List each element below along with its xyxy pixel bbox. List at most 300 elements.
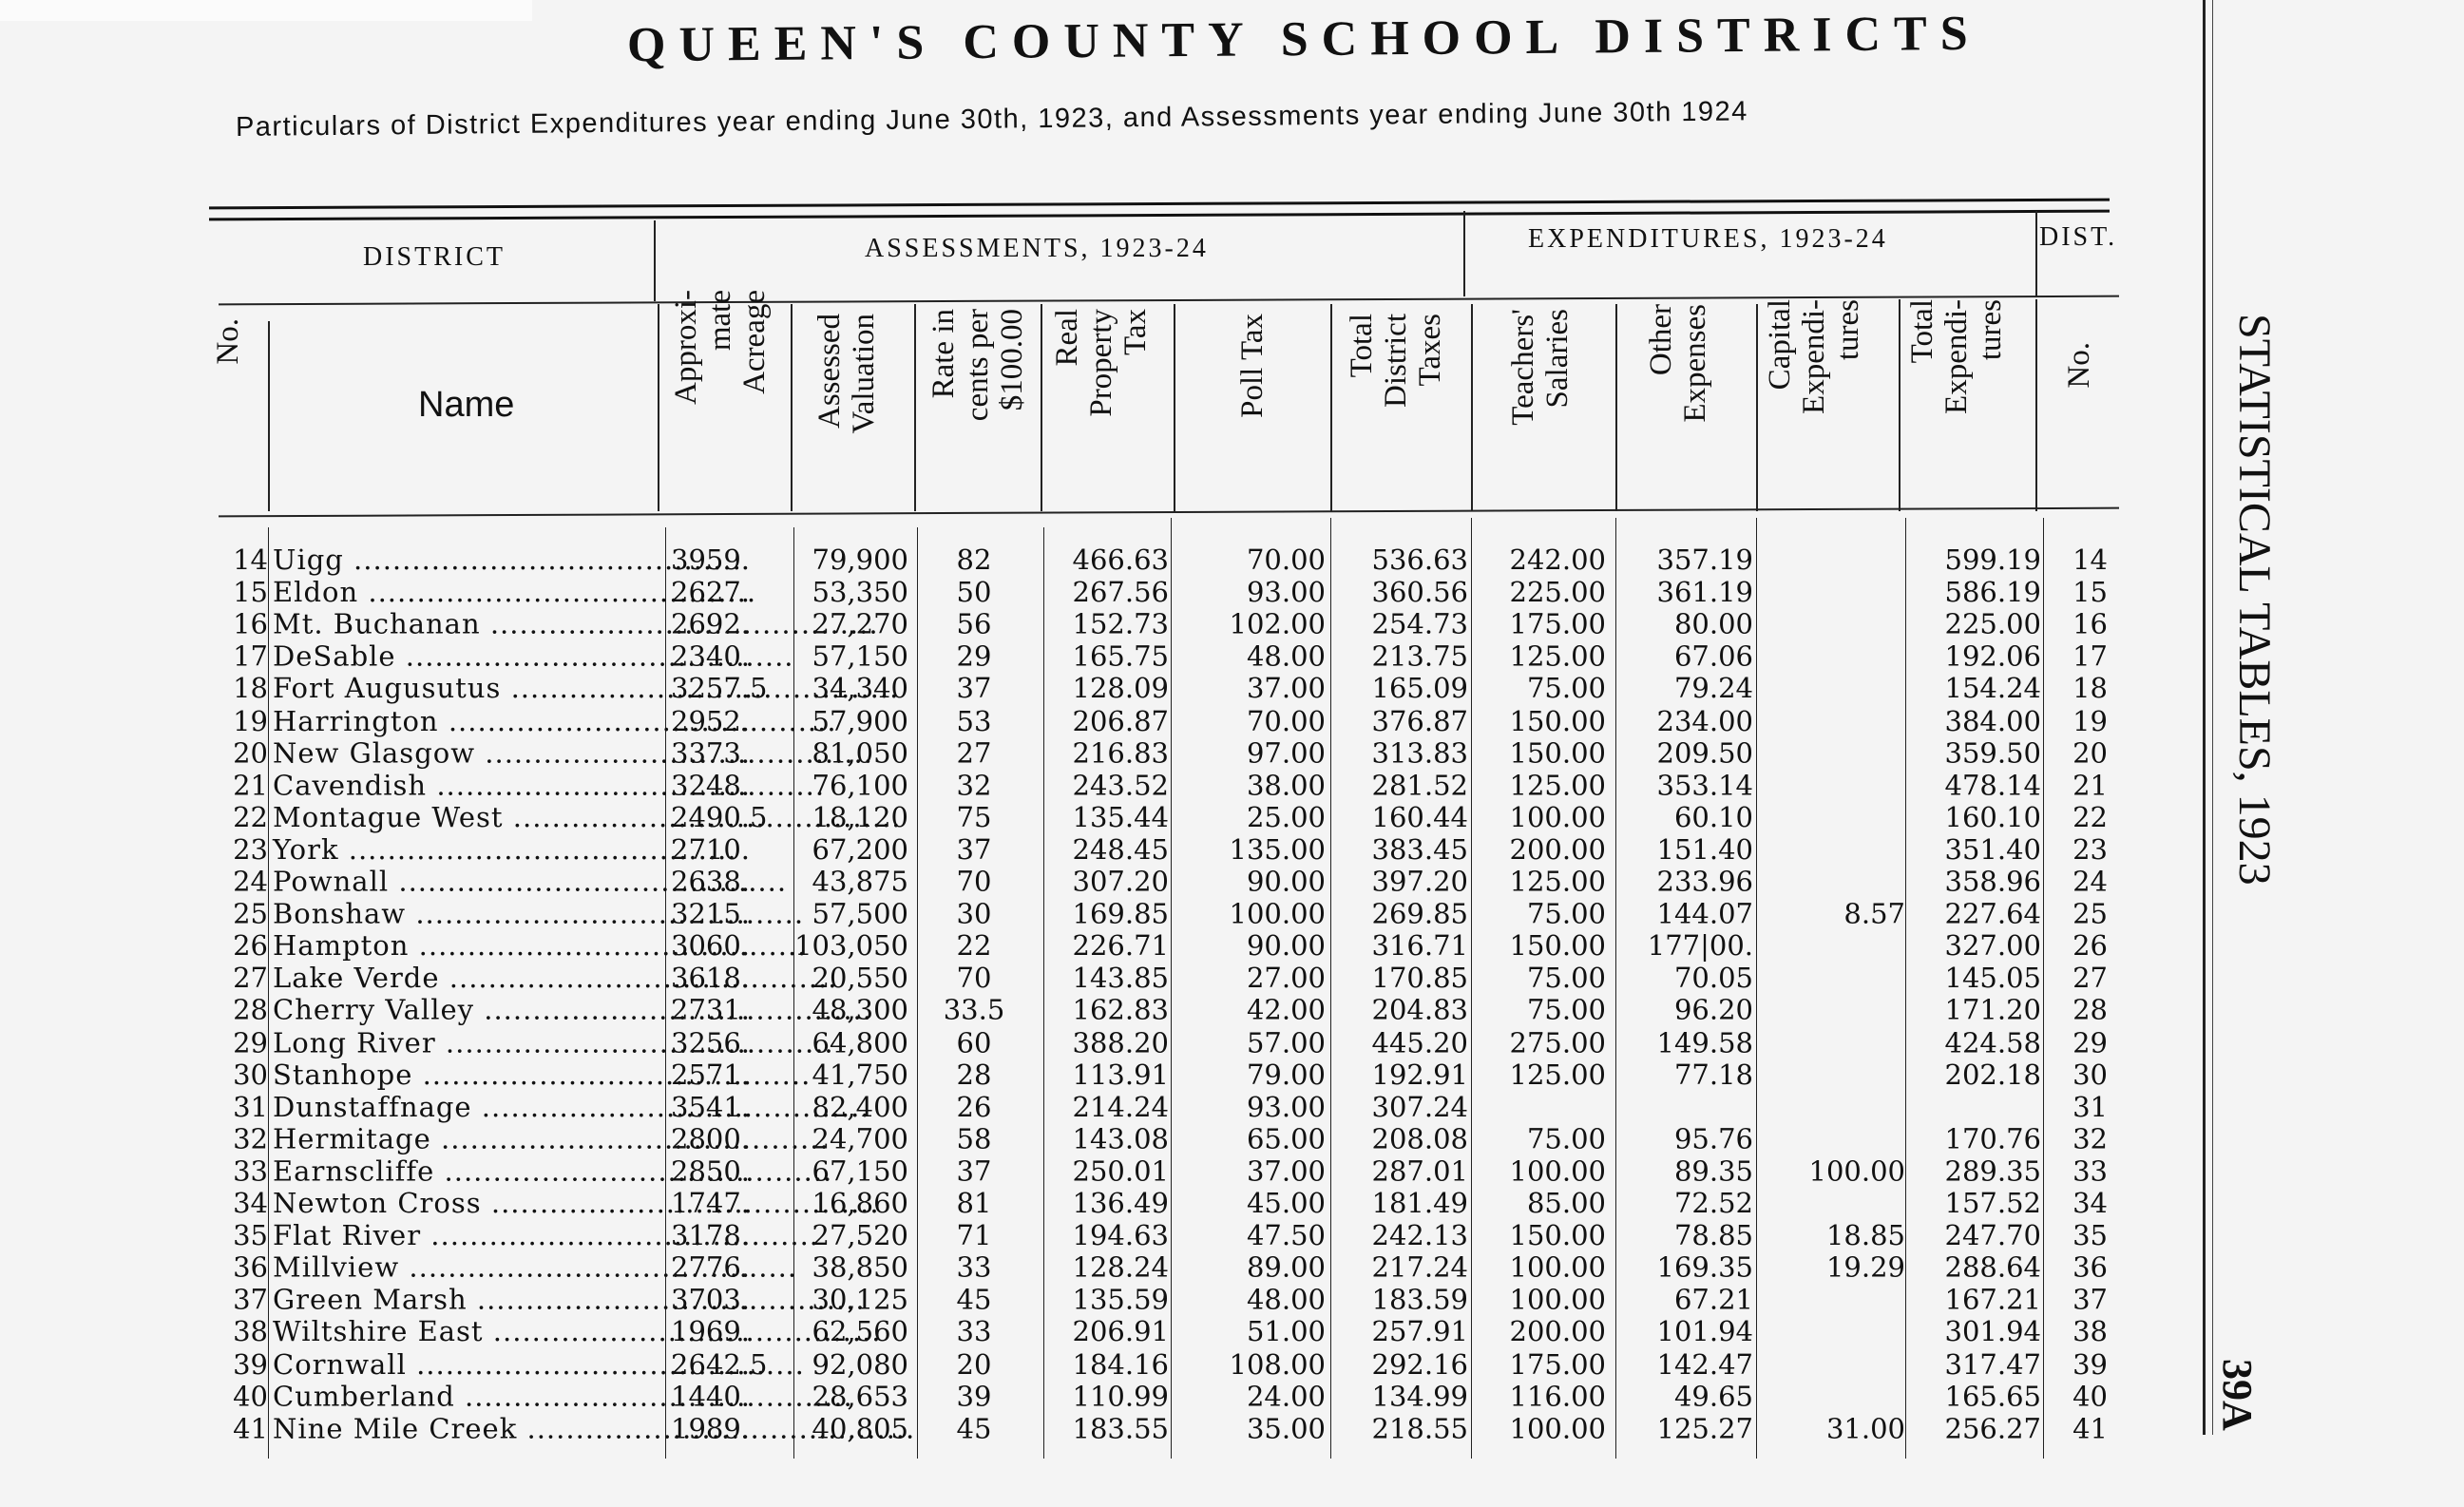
cell-rate: 82 bbox=[956, 544, 992, 576]
cell-name: Hampton ..... bbox=[273, 929, 643, 962]
cell-total-expenditures: 317.47 bbox=[1944, 1347, 2041, 1381]
cell-rate: 60 bbox=[956, 1025, 992, 1059]
side-title: STATISTICAL TABLES, 1923 bbox=[2229, 314, 2280, 886]
cell-total-district-taxes: 254.73 bbox=[1371, 607, 1468, 640]
header-capital-expenditures: Capital Expendi- tures bbox=[1763, 299, 1865, 414]
cell-no: 40 bbox=[233, 1380, 268, 1413]
cell-teachers-salaries: 75.00 bbox=[1526, 1122, 1606, 1155]
cell-dist-no: 19 bbox=[2072, 704, 2108, 737]
cell-poll-tax: 100.00 bbox=[1229, 897, 1326, 930]
cell-total-expenditures: 586.19 bbox=[1944, 575, 2041, 608]
cell-real-property-tax: 248.45 bbox=[1072, 832, 1169, 866]
cell-acreage: 2692. bbox=[671, 607, 751, 640]
cell-total-district-taxes: 281.52 bbox=[1371, 768, 1468, 801]
cell-dist-no: 26 bbox=[2072, 929, 2108, 963]
cell-name: New Glasgow ..... bbox=[273, 736, 643, 769]
cell-total-district-taxes: 208.08 bbox=[1371, 1122, 1468, 1155]
cell-rate: 28 bbox=[956, 1058, 992, 1091]
divider-assessments bbox=[1463, 211, 1465, 296]
hdr-div-5 bbox=[1041, 304, 1042, 511]
cell-other-expenses: 96.20 bbox=[1673, 993, 1753, 1026]
cell-rate: 22 bbox=[956, 929, 992, 963]
cell-dist-no: 31 bbox=[2072, 1090, 2108, 1123]
cell-real-property-tax: 250.01 bbox=[1072, 1154, 1169, 1188]
cell-teachers-salaries: 150.00 bbox=[1509, 736, 1606, 770]
cell-valuation: 20,550 bbox=[812, 962, 908, 995]
cell-dist-no: 36 bbox=[2072, 1250, 2108, 1284]
group-dist: DIST. bbox=[2039, 222, 2118, 252]
cell-acreage: 1989. bbox=[671, 1411, 751, 1444]
table-row bbox=[0, 736, 2186, 769]
table-row bbox=[0, 1347, 2186, 1380]
cell-other-expenses: 142.47 bbox=[1656, 1347, 1753, 1381]
table-row bbox=[0, 833, 2186, 866]
cell-valuation: 79,900 bbox=[812, 544, 908, 576]
cell-name: DeSable ..... bbox=[273, 640, 643, 673]
cell-no: 18 bbox=[233, 672, 268, 705]
header-total-expenditures: Total Expendi- tures bbox=[1905, 299, 2008, 414]
page-title: QUEEN'S COUNTY SCHOOL DISTRICTS bbox=[626, 6, 1981, 73]
group-assessments: ASSESSMENTS, 1923-24 bbox=[865, 234, 1209, 263]
table-row bbox=[0, 608, 2186, 640]
cell-total-district-taxes: 287.01 bbox=[1371, 1154, 1468, 1188]
cell-name: Fort Augusutus ..... bbox=[273, 672, 643, 704]
cell-poll-tax: 24.00 bbox=[1246, 1380, 1326, 1413]
cell-no: 41 bbox=[233, 1411, 268, 1444]
cell-poll-tax: 37.00 bbox=[1246, 1154, 1326, 1188]
cell-valuation: 24,700 bbox=[812, 1122, 908, 1155]
cell-other-expenses: 95.76 bbox=[1673, 1122, 1753, 1155]
cell-dist-no: 23 bbox=[2072, 832, 2108, 866]
cell-total-district-taxes: 165.09 bbox=[1371, 672, 1468, 705]
cell-teachers-salaries: 275.00 bbox=[1509, 1025, 1606, 1059]
table-row bbox=[0, 1026, 2186, 1059]
table-row bbox=[0, 962, 2186, 994]
cell-total-district-taxes: 445.20 bbox=[1371, 1025, 1468, 1059]
cell-poll-tax: 89.00 bbox=[1246, 1250, 1326, 1284]
cell-teachers-salaries: 200.00 bbox=[1509, 832, 1606, 866]
header-real-property-tax: Real Property Tax bbox=[1050, 309, 1153, 417]
header-total-district-taxes: Total District Taxes bbox=[1345, 314, 1447, 408]
header-teachers-salaries: Teachers' Salaries bbox=[1506, 309, 1575, 426]
cell-acreage: 3215. bbox=[671, 897, 751, 930]
cell-valuation: 76,100 bbox=[812, 768, 908, 801]
cell-no: 33 bbox=[233, 1154, 268, 1188]
cell-other-expenses: 357.19 bbox=[1656, 544, 1753, 576]
cell-teachers-salaries: 75.00 bbox=[1526, 993, 1606, 1026]
cell-total-expenditures: 247.70 bbox=[1944, 1218, 2041, 1251]
header-dist-no: No. bbox=[2062, 342, 2096, 389]
cell-capital-expenditures: 18.85 bbox=[1825, 1218, 1905, 1251]
cell-no: 35 bbox=[233, 1218, 268, 1251]
cell-valuation: 57,500 bbox=[812, 897, 908, 930]
cell-other-expenses: 233.96 bbox=[1656, 865, 1753, 898]
cell-real-property-tax: 135.59 bbox=[1072, 1283, 1169, 1316]
cell-dist-no: 37 bbox=[2072, 1283, 2108, 1316]
cell-no: 30 bbox=[233, 1058, 268, 1091]
cell-valuation: 41,750 bbox=[812, 1058, 908, 1091]
table-row bbox=[0, 1251, 2186, 1284]
cell-total-district-taxes: 316.71 bbox=[1371, 929, 1468, 963]
cell-other-expenses: 151.40 bbox=[1656, 832, 1753, 866]
cell-acreage: 3703. bbox=[671, 1283, 751, 1316]
cell-other-expenses: 67.06 bbox=[1673, 639, 1753, 673]
cell-real-property-tax: 243.52 bbox=[1072, 768, 1169, 801]
cell-teachers-salaries: 75.00 bbox=[1526, 962, 1606, 995]
cell-total-district-taxes: 204.83 bbox=[1371, 993, 1468, 1026]
cell-dist-no: 18 bbox=[2072, 672, 2108, 705]
cell-name: Wiltshire East ..... bbox=[273, 1315, 643, 1347]
cell-no: 38 bbox=[233, 1315, 268, 1348]
cell-total-expenditures: 256.27 bbox=[1944, 1411, 2041, 1444]
cell-total-expenditures: 358.96 bbox=[1944, 865, 2041, 898]
cell-rate: 70 bbox=[956, 865, 992, 898]
table-row bbox=[0, 1412, 2186, 1444]
cell-total-expenditures: 167.21 bbox=[1944, 1283, 2041, 1316]
cell-total-district-taxes: 218.55 bbox=[1371, 1411, 1468, 1444]
cell-real-property-tax: 143.08 bbox=[1072, 1122, 1169, 1155]
cell-acreage: 2638. bbox=[671, 865, 751, 898]
cell-name: Cavendish ..... bbox=[273, 769, 643, 801]
cell-valuation: 67,200 bbox=[812, 832, 908, 866]
cell-no: 25 bbox=[233, 897, 268, 930]
cell-rate: 39 bbox=[956, 1380, 992, 1413]
cell-other-expenses: 80.00 bbox=[1673, 607, 1753, 640]
cell-total-district-taxes: 217.24 bbox=[1371, 1250, 1468, 1284]
cell-teachers-salaries: 175.00 bbox=[1509, 1347, 1606, 1381]
cell-total-district-taxes: 383.45 bbox=[1371, 832, 1468, 866]
cell-no: 29 bbox=[233, 1025, 268, 1059]
cell-rate: 33.5 bbox=[943, 993, 1005, 1026]
cell-real-property-tax: 466.63 bbox=[1072, 544, 1169, 576]
cell-total-expenditures: 327.00 bbox=[1944, 929, 2041, 963]
table-row bbox=[0, 704, 2186, 736]
cell-no: 27 bbox=[233, 962, 268, 995]
cell-dist-no: 35 bbox=[2072, 1218, 2108, 1251]
hdr-div-12 bbox=[2035, 299, 2037, 511]
header-no: No. bbox=[211, 318, 245, 365]
cell-real-property-tax: 194.63 bbox=[1072, 1218, 1169, 1251]
cell-poll-tax: 27.00 bbox=[1246, 962, 1326, 995]
cell-real-property-tax: 267.56 bbox=[1072, 575, 1169, 608]
cell-no: 31 bbox=[233, 1090, 268, 1123]
cell-rate: 26 bbox=[956, 1090, 992, 1123]
cell-poll-tax: 79.00 bbox=[1246, 1058, 1326, 1091]
cell-teachers-salaries: 125.00 bbox=[1509, 1058, 1606, 1091]
page-edge-line bbox=[2203, 0, 2206, 1435]
cell-teachers-salaries: 125.00 bbox=[1509, 768, 1606, 801]
cell-rate: 45 bbox=[956, 1283, 992, 1316]
cell-no: 22 bbox=[233, 800, 268, 833]
cell-no: 24 bbox=[233, 865, 268, 898]
cell-poll-tax: 51.00 bbox=[1246, 1315, 1326, 1348]
cell-total-district-taxes: 181.49 bbox=[1371, 1187, 1468, 1219]
cell-rate: 33 bbox=[956, 1315, 992, 1348]
cell-total-expenditures: 227.64 bbox=[1944, 897, 2041, 930]
cell-other-expenses: 77.18 bbox=[1673, 1058, 1753, 1091]
cell-no: 26 bbox=[233, 929, 268, 963]
cell-rate: 53 bbox=[956, 704, 992, 737]
table-row bbox=[0, 1380, 2186, 1412]
cell-poll-tax: 48.00 bbox=[1246, 1283, 1326, 1316]
cell-real-property-tax: 113.91 bbox=[1072, 1058, 1169, 1091]
header-rate: Rate in cents per $100.00 bbox=[926, 309, 1029, 422]
cell-name: Newton Cross ..... bbox=[273, 1187, 643, 1219]
hdr-div-7 bbox=[1330, 304, 1332, 511]
cell-name: Hermitage ..... bbox=[273, 1122, 643, 1154]
header-other-expenses: Other Expenses bbox=[1644, 304, 1712, 423]
cell-poll-tax: 93.00 bbox=[1246, 575, 1326, 608]
scan-margin bbox=[0, 0, 532, 21]
cell-teachers-salaries: 242.00 bbox=[1509, 544, 1606, 576]
cell-rate: 20 bbox=[956, 1347, 992, 1381]
cell-name: York ..... bbox=[273, 833, 643, 866]
cell-real-property-tax: 143.85 bbox=[1072, 962, 1169, 995]
table-row bbox=[0, 1154, 2186, 1187]
cell-poll-tax: 70.00 bbox=[1246, 704, 1326, 737]
cell-total-district-taxes: 257.91 bbox=[1371, 1315, 1468, 1348]
cell-name: Uigg ..... bbox=[273, 544, 643, 576]
hdr-div-2 bbox=[658, 304, 659, 511]
table-row bbox=[0, 929, 2186, 962]
cell-acreage: 3541. bbox=[671, 1090, 751, 1123]
cell-other-expenses: 144.07 bbox=[1656, 897, 1753, 930]
cell-other-expenses: 353.14 bbox=[1656, 768, 1753, 801]
cell-teachers-salaries: 125.00 bbox=[1509, 865, 1606, 898]
table-row bbox=[0, 994, 2186, 1026]
cell-teachers-salaries: 100.00 bbox=[1509, 1283, 1606, 1316]
cell-valuation: 53,350 bbox=[812, 575, 908, 608]
hdr-div-4 bbox=[914, 304, 916, 511]
cell-name: Millview ..... bbox=[273, 1251, 643, 1284]
cell-no: 32 bbox=[233, 1122, 268, 1155]
cell-dist-no: 30 bbox=[2072, 1058, 2108, 1091]
cell-total-expenditures: 165.65 bbox=[1944, 1380, 2041, 1413]
table-row bbox=[0, 1315, 2186, 1347]
cell-rate: 32 bbox=[956, 768, 992, 801]
cell-dist-no: 34 bbox=[2072, 1187, 2108, 1219]
cell-capital-expenditures: 31.00 bbox=[1825, 1411, 1905, 1444]
cell-rate: 56 bbox=[956, 607, 992, 640]
cell-name: Lake Verde ..... bbox=[273, 962, 643, 994]
cell-name: Cornwall ..... bbox=[273, 1347, 643, 1380]
cell-total-district-taxes: 170.85 bbox=[1371, 962, 1468, 995]
cell-total-district-taxes: 360.56 bbox=[1371, 575, 1468, 608]
table-row bbox=[0, 897, 2186, 929]
cell-rate: 58 bbox=[956, 1122, 992, 1155]
cell-acreage: 2800. bbox=[671, 1122, 751, 1155]
cell-poll-tax: 97.00 bbox=[1246, 736, 1326, 770]
cell-poll-tax: 108.00 bbox=[1229, 1347, 1326, 1381]
cell-real-property-tax: 206.91 bbox=[1072, 1315, 1169, 1348]
cell-dist-no: 20 bbox=[2072, 736, 2108, 770]
cell-valuation: 92,080 bbox=[812, 1347, 908, 1381]
cell-acreage: 1440. bbox=[671, 1380, 751, 1413]
cell-dist-no: 41 bbox=[2072, 1411, 2108, 1444]
cell-other-expenses: 361.19 bbox=[1656, 575, 1753, 608]
cell-no: 15 bbox=[233, 575, 268, 608]
cell-valuation: 28,653 bbox=[812, 1380, 908, 1413]
cell-poll-tax: 90.00 bbox=[1246, 865, 1326, 898]
cell-rate: 45 bbox=[956, 1411, 992, 1444]
cell-teachers-salaries: 100.00 bbox=[1509, 1411, 1606, 1444]
cell-poll-tax: 35.00 bbox=[1246, 1411, 1326, 1444]
cell-real-property-tax: 110.99 bbox=[1072, 1380, 1169, 1413]
cell-teachers-salaries: 150.00 bbox=[1509, 1218, 1606, 1251]
table-row bbox=[0, 576, 2186, 608]
cell-total-district-taxes: 242.13 bbox=[1371, 1218, 1468, 1251]
cell-no: 21 bbox=[233, 768, 268, 801]
cell-capital-expenditures: 19.29 bbox=[1825, 1250, 1905, 1284]
cell-rate: 70 bbox=[956, 962, 992, 995]
cell-poll-tax: 38.00 bbox=[1246, 768, 1326, 801]
cell-real-property-tax: 216.83 bbox=[1072, 736, 1169, 770]
cell-total-expenditures: 424.58 bbox=[1944, 1025, 2041, 1059]
cell-rate: 27 bbox=[956, 736, 992, 770]
cell-name: Montague West ..... bbox=[273, 801, 643, 833]
cell-total-district-taxes: 313.83 bbox=[1371, 736, 1468, 770]
cell-poll-tax: 42.00 bbox=[1246, 993, 1326, 1026]
cell-acreage: 2490.5 bbox=[671, 800, 768, 833]
cell-total-district-taxes: 192.91 bbox=[1371, 1058, 1468, 1091]
group-district: DISTRICT bbox=[363, 242, 506, 272]
cell-total-district-taxes: 307.24 bbox=[1371, 1090, 1468, 1123]
cell-name: Long River ..... bbox=[273, 1026, 643, 1059]
cell-acreage: 2776. bbox=[671, 1250, 751, 1284]
cell-acreage: 3178. bbox=[671, 1218, 751, 1251]
cell-real-property-tax: 226.71 bbox=[1072, 929, 1169, 963]
cell-dist-no: 25 bbox=[2072, 897, 2108, 930]
cell-real-property-tax: 214.24 bbox=[1072, 1090, 1169, 1123]
cell-name: Nine Mile Creek ..... bbox=[273, 1412, 643, 1444]
cell-acreage: 3060. bbox=[671, 929, 751, 963]
cell-dist-no: 33 bbox=[2072, 1154, 2108, 1188]
cell-valuation: 57,150 bbox=[812, 639, 908, 673]
cell-other-expenses: 149.58 bbox=[1656, 1025, 1753, 1059]
cell-name: Bonshaw ..... bbox=[273, 897, 643, 929]
cell-dist-no: 32 bbox=[2072, 1122, 2108, 1155]
hdr-div-11 bbox=[1899, 299, 1901, 511]
cell-acreage: 3373. bbox=[671, 736, 751, 770]
cell-valuation: 48,300 bbox=[812, 993, 908, 1026]
cell-total-expenditures: 160.10 bbox=[1944, 800, 2041, 833]
cell-name: Pownall ..... bbox=[273, 866, 643, 898]
cell-total-expenditures: 351.40 bbox=[1944, 832, 2041, 866]
cell-teachers-salaries: 100.00 bbox=[1509, 1250, 1606, 1284]
cell-name: Stanhope ..... bbox=[273, 1059, 643, 1091]
cell-valuation: 18,120 bbox=[812, 800, 908, 833]
cell-other-expenses: 169.35 bbox=[1656, 1250, 1753, 1284]
cell-dist-no: 39 bbox=[2072, 1347, 2108, 1381]
cell-total-district-taxes: 213.75 bbox=[1371, 639, 1468, 673]
cell-teachers-salaries: 150.00 bbox=[1509, 929, 1606, 963]
cell-teachers-salaries: 225.00 bbox=[1509, 575, 1606, 608]
cell-real-property-tax: 184.16 bbox=[1072, 1347, 1169, 1381]
cell-real-property-tax: 169.85 bbox=[1072, 897, 1169, 930]
cell-teachers-salaries: 116.00 bbox=[1509, 1380, 1606, 1413]
cell-total-expenditures: 289.35 bbox=[1944, 1154, 2041, 1188]
cell-acreage: 2952. bbox=[671, 704, 751, 737]
cell-valuation: 27,520 bbox=[812, 1218, 908, 1251]
cell-teachers-salaries: 175.00 bbox=[1509, 607, 1606, 640]
cell-name: Green Marsh ..... bbox=[273, 1284, 643, 1316]
cell-acreage: 2710. bbox=[671, 832, 751, 866]
cell-valuation: 40,805 bbox=[812, 1411, 908, 1444]
cell-other-expenses: 89.35 bbox=[1673, 1154, 1753, 1188]
cell-total-expenditures: 202.18 bbox=[1944, 1058, 2041, 1091]
header-name: Name bbox=[418, 385, 515, 425]
cell-other-expenses: 72.52 bbox=[1673, 1187, 1753, 1219]
cell-valuation: 64,800 bbox=[812, 1025, 908, 1059]
hdr-div-6 bbox=[1174, 304, 1175, 511]
cell-real-property-tax: 135.44 bbox=[1072, 800, 1169, 833]
cell-total-district-taxes: 397.20 bbox=[1371, 865, 1468, 898]
cell-acreage: 3257.5 bbox=[671, 672, 768, 705]
cell-name: Dunstaffnage ..... bbox=[273, 1090, 643, 1122]
cell-total-expenditures: 171.20 bbox=[1944, 993, 2041, 1026]
cell-dist-no: 14 bbox=[2072, 544, 2108, 576]
cell-name: Earnscliffe ..... bbox=[273, 1154, 643, 1187]
cell-other-expenses: 209.50 bbox=[1656, 736, 1753, 770]
cell-poll-tax: 37.00 bbox=[1246, 672, 1326, 705]
cell-acreage: 1747. bbox=[671, 1187, 751, 1219]
cell-poll-tax: 90.00 bbox=[1246, 929, 1326, 963]
cell-total-expenditures: 288.64 bbox=[1944, 1250, 2041, 1284]
cell-no: 14 bbox=[233, 544, 268, 576]
cell-real-property-tax: 183.55 bbox=[1072, 1411, 1169, 1444]
cell-acreage: 2627. bbox=[671, 575, 751, 608]
hdr-div-8 bbox=[1471, 304, 1473, 511]
group-expenditures: EXPENDITURES, 1923-24 bbox=[1528, 224, 1888, 254]
cell-acreage: 2642.5 bbox=[671, 1347, 768, 1381]
cell-rate: 30 bbox=[956, 897, 992, 930]
cell-no: 39 bbox=[233, 1347, 268, 1381]
cell-total-expenditures: 154.24 bbox=[1944, 672, 2041, 705]
cell-no: 20 bbox=[233, 736, 268, 770]
cell-poll-tax: 135.00 bbox=[1229, 832, 1326, 866]
cell-total-expenditures: 384.00 bbox=[1944, 704, 2041, 737]
cell-acreage: 1969. bbox=[671, 1315, 751, 1348]
table-row bbox=[0, 1187, 2186, 1219]
cell-dist-no: 21 bbox=[2072, 768, 2108, 801]
cell-teachers-salaries: 75.00 bbox=[1526, 897, 1606, 930]
hdr-div-1 bbox=[268, 321, 270, 511]
cell-other-expenses: 78.85 bbox=[1673, 1218, 1753, 1251]
table-row bbox=[0, 769, 2186, 801]
cell-real-property-tax: 307.20 bbox=[1072, 865, 1169, 898]
cell-capital-expenditures: 100.00 bbox=[1808, 1154, 1905, 1188]
cell-real-property-tax: 128.24 bbox=[1072, 1250, 1169, 1284]
hdr-div-9 bbox=[1615, 304, 1617, 511]
cell-real-property-tax: 165.75 bbox=[1072, 639, 1169, 673]
hdr-div-3 bbox=[791, 304, 793, 511]
table-row bbox=[0, 866, 2186, 898]
cell-valuation: 27,270 bbox=[812, 607, 908, 640]
cell-real-property-tax: 152.73 bbox=[1072, 607, 1169, 640]
header-acreage: Approxi- mate Acreage bbox=[669, 290, 772, 405]
cell-total-district-taxes: 269.85 bbox=[1371, 897, 1468, 930]
cell-poll-tax: 47.50 bbox=[1246, 1218, 1326, 1251]
cell-poll-tax: 48.00 bbox=[1246, 639, 1326, 673]
cell-rate: 37 bbox=[956, 1154, 992, 1188]
cell-valuation: 62,560 bbox=[812, 1315, 908, 1348]
cell-rate: 29 bbox=[956, 639, 992, 673]
cell-no: 23 bbox=[233, 832, 268, 866]
cell-total-expenditures: 478.14 bbox=[1944, 768, 2041, 801]
cell-real-property-tax: 206.87 bbox=[1072, 704, 1169, 737]
cell-other-expenses: 177|00. bbox=[1647, 929, 1753, 963]
cell-dist-no: 16 bbox=[2072, 607, 2108, 640]
